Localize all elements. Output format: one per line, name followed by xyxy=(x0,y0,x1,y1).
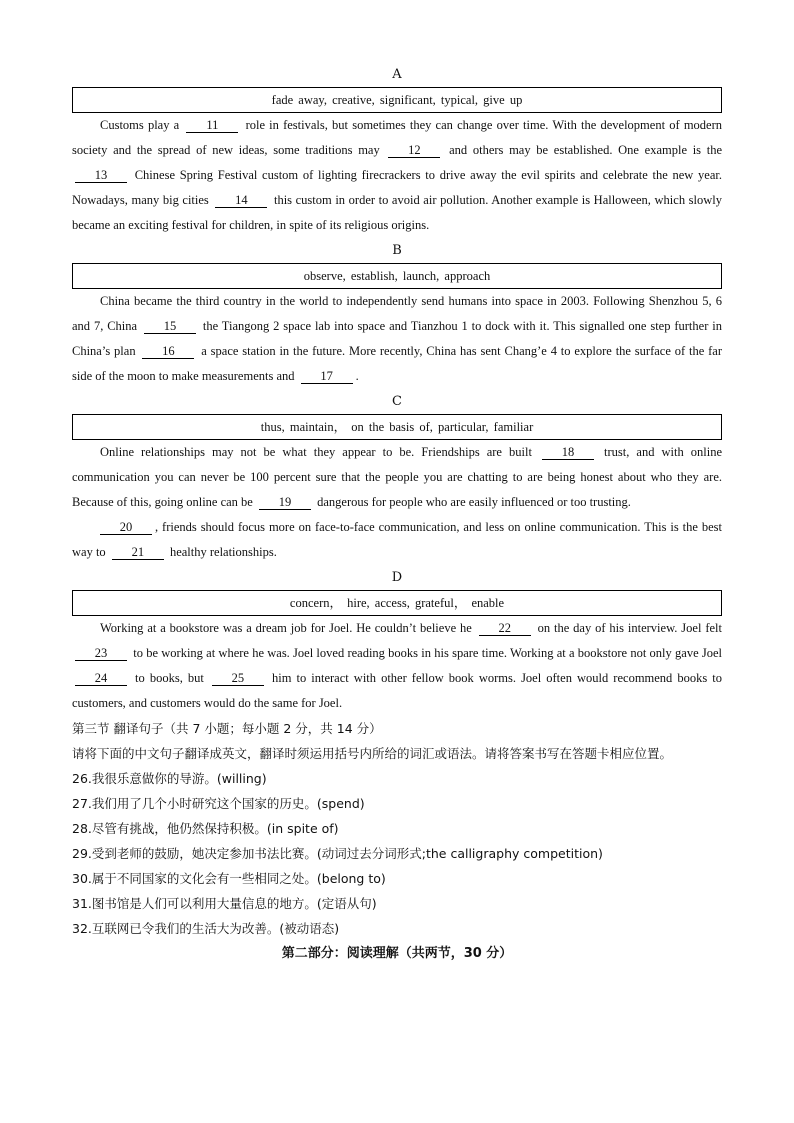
blank-20[interactable]: 20 xyxy=(100,520,152,535)
translation-instruction: 请将下面的中文句子翻译成英文，翻译时须运用括号内所给的词汇或语法。请将答案书写在答题卡相应位置。 xyxy=(72,746,673,761)
section-b-word-box: observe, establish, launch, approach xyxy=(72,263,722,289)
page xyxy=(72,62,722,966)
translation-item-32: 32.互联网已令我们的生活大为改善。(被动语态) xyxy=(72,921,340,936)
section-d-passage: Working at a bookstore was a dream job for Joel. He couldn’t believe he 22 on the day of his interview. Joel felt 23 to be working at where he was. Joel loved reading books in his spare time. Working at a bookstore not only gave Joel 24 to books, but 25 him to interact with other fellow book worms. Joel often would recommend books to customers, and customers would do the same for Joel. xyxy=(72,621,723,710)
blank-17[interactable]: 17 xyxy=(301,369,353,384)
section-b-letter: B xyxy=(392,243,402,258)
section-d-letter: D xyxy=(391,570,403,585)
blank-21[interactable]: 21 xyxy=(112,545,164,560)
section-a-letter: A xyxy=(392,67,402,82)
blank-11[interactable]: 11 xyxy=(186,118,238,133)
blank-24[interactable]: 24 xyxy=(75,671,127,686)
section-c-passage-2: 20 , friends should focus more on face-to-face communication, and less on online communication. This is the best way to 21 healthy relationships. xyxy=(72,520,722,559)
blank-15[interactable]: 15 xyxy=(144,319,196,334)
translation-item-30: 30.属于不同国家的文化会有一些相同之处。(belong to) xyxy=(72,871,386,886)
blank-14[interactable]: 14 xyxy=(215,193,267,208)
blank-12[interactable]: 12 xyxy=(388,143,440,158)
section-d-word-box: concern， hire, access, grateful， enable xyxy=(72,590,722,616)
blank-23[interactable]: 23 xyxy=(75,646,127,661)
section-a-word-box: fade away, creative, significant, typical, give up xyxy=(72,87,722,113)
translation-item-29: 29.受到老师的鼓励，她决定参加书法比赛。(动词过去分词形式;the calligraphy competition) xyxy=(72,846,603,861)
part-two-heading: 第二部分：阅读理解（共两节，30 分） xyxy=(281,946,513,961)
blank-16[interactable]: 16 xyxy=(142,344,194,359)
translation-item-26: 26.我很乐意做你的导游。(willing) xyxy=(72,771,267,786)
blank-22[interactable]: 22 xyxy=(479,621,531,636)
section-c-word-box: thus, maintain， on the basis of, particular, familiar xyxy=(72,414,722,440)
blank-18[interactable]: 18 xyxy=(542,445,594,460)
blank-25[interactable]: 25 xyxy=(212,671,264,686)
section-c-passage-1: Online relationships may not be what they appear to be. Friendships are built 18 trust, and with online communication you can never be 100 percent sure that the people you are chatting to are being honest about who they are. Because of this, going online can be 19 dangerous for people who are easily influenced or too trusting. xyxy=(72,445,722,509)
translation-item-28: 28.尽管有挑战，他仍然保持积极。(in spite of) xyxy=(72,821,339,836)
section-c-letter: C xyxy=(392,394,402,409)
translation-item-31: 31.图书馆是人们可以利用大量信息的地方。(定语从句) xyxy=(72,896,377,911)
section-b-passage: China became the third country in the world to independently send humans into space in 2003. Following Shenzhou 5, 6 and 7, China 15 the Tiangong 2 space lab into space and Tianzhou 1 to dock with it. This signalled one step further in China’s plan 16 a space station in the future. More recently, China has sent Chang’e 4 to explore the surface of the far side of the moon to make measurements and 17 . xyxy=(72,294,722,383)
blank-19[interactable]: 19 xyxy=(259,495,311,510)
section-a-passage: Customs play a 11 role in festivals, but sometimes they can change over time. With the development of modern society and the spread of new ideas, some traditions may 12 and others may be established. One example is the 13 Chinese Spring Festival custom of lighting firecrackers to drive away the evil spirits and celebrate the new year. Nowadays, many big cities 14 this custom in order to avoid air pollution. Another example is Halloween, which slowly became an exciting festival for children, in spite of its religious origins. xyxy=(72,118,723,232)
translation-section-title: 第三节 翻译句子（共 7 小题；每小题 2 分，共 14 分） xyxy=(72,721,382,736)
translation-item-27: 27.我们用了几个小时研究这个国家的历史。(spend) xyxy=(72,796,365,811)
blank-13[interactable]: 13 xyxy=(75,168,127,183)
